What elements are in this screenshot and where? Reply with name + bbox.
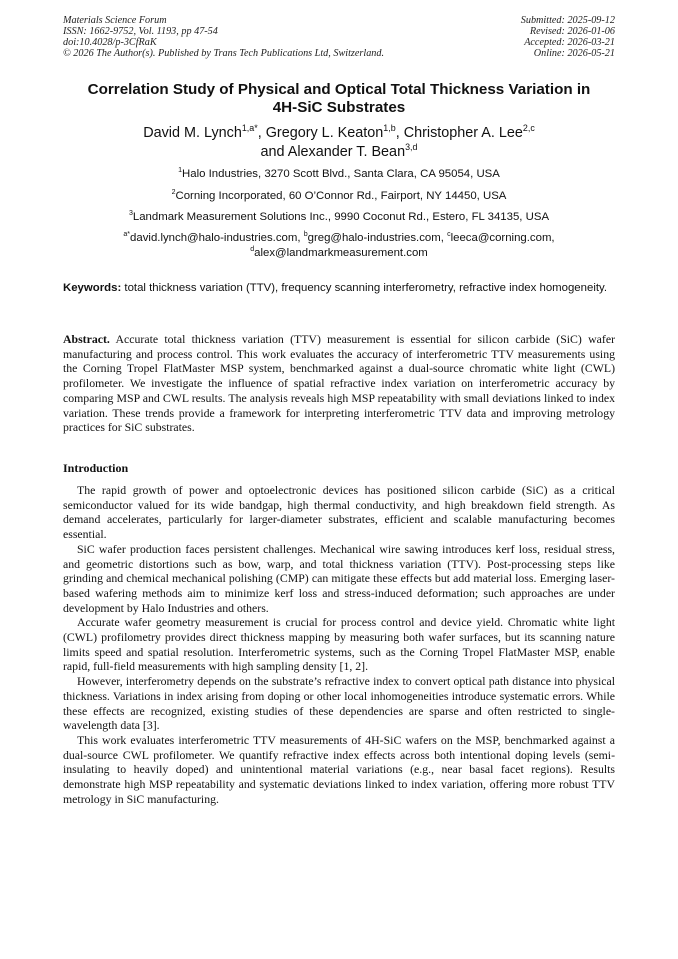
affiliation-superscript: 3 <box>128 210 133 218</box>
author-emails <box>63 231 615 261</box>
email-superscript: c <box>447 231 451 239</box>
paper-title <box>63 81 615 117</box>
paper-title-line: 4H-SiC Substrates <box>272 99 406 116</box>
email-link[interactable]: alex@landmarkmeasurement.com <box>254 247 428 259</box>
journal-name: Materials Science Forum <box>63 15 167 26</box>
author-separator: , <box>395 125 404 141</box>
journal-header-left <box>63 15 443 59</box>
author-line <box>63 124 615 143</box>
author-superscript: 2,c <box>522 123 535 134</box>
journal-header-right <box>435 15 615 59</box>
author-superscript: 3,d <box>405 142 418 153</box>
paragraph: This work evaluates interferometric TTV measurements of 4H-SiC wafers on the MSP, benchmarked against a dual-source CWL profilometer. We quantify refractive index effects across both intentional doping levels (semi-insulating to heavily doped) and unintentional material variations (e.g., near basal facet regions). Results demonstrate high MSP repeatability and systematic deviations linked to index variation, offering more robust TTV metrology in SiC manufacturing. <box>63 732 615 806</box>
email-link[interactable]: leeca@corning.com, <box>450 232 555 244</box>
affiliation-text: Corning Incorporated, 60 O’Connor Rd., Fairport, NY 14450, USA <box>175 190 507 202</box>
author-superscript: 1,a* <box>241 123 258 134</box>
affiliation-text: Landmark Measurement Solutions Inc., 9990 Coconut Rd., Estero, FL 34135, USA <box>132 211 550 223</box>
email-line <box>63 231 615 246</box>
date-submitted: Submitted: 2025-09-12 <box>520 15 615 26</box>
date-accepted: Accepted: 2026-03-21 <box>524 37 615 48</box>
email-link[interactable]: david.lynch@halo-industries.com, <box>130 232 304 244</box>
affiliation-superscript: 1 <box>178 167 183 175</box>
paragraph: Accurate wafer geometry measurement is crucial for process control and device yield. Chromatic white light (CWL) profilometry provides direct thickness mapping by measuring both wafer surfaces, but its scanning nature limits speed and spatial resolution. Interferometric systems, such as the Corning Tropel FlatMaster MSP, enable rapid, full-field measurements with high sampling density [1, 2]. <box>63 615 615 674</box>
journal-doi: doi:10.4028/p-3CfRaK <box>63 37 157 48</box>
date-revised: Revised: 2026-01-06 <box>529 26 615 37</box>
paragraph: The rapid growth of power and optoelectronic devices has positioned silicon carbide (SiC) as a critical semiconductor valued for its wide bandgap, high thermal conductivity, and high breakdown field strength. As demand accelerates, particularly for larger-diameter substrates, efficient and scalable manufacturing becomes essential. <box>63 483 615 542</box>
affiliation-superscript: 2 <box>171 189 176 197</box>
email-superscript: b <box>303 231 308 239</box>
paragraph: SiC wafer production faces persistent challenges. Mechanical wire sawing introduces kerf loss, residual stress, and geometric distortions such as bow, warp, and total thickness variation (TTV). Post-processing steps like grinding and chemical mechanical polishing (CMP) can mitigate these effects but add material loss. Emerging laser-based wafering methods aim to minimize kerf loss and stress-induced deformation; such approaches are under development by Halo Industries and others. <box>63 541 615 615</box>
affiliation-text: Halo Industries, 3270 Scott Blvd., Santa Clara, CA 95054, USA <box>182 168 500 180</box>
keywords-label: Keywords: <box>63 282 122 294</box>
email-superscript: a* <box>123 231 131 239</box>
email-superscript: d <box>250 246 255 254</box>
author-name: David M. Lynch <box>143 125 242 141</box>
author-name: Christopher A. Lee <box>403 125 523 141</box>
section-heading-introduction: Introduction <box>63 461 129 475</box>
keywords <box>63 281 615 296</box>
author-name: and Alexander T. Bean <box>260 144 406 160</box>
journal-copyright: © 2026 The Author(s). Published by Trans Tech Publications Ltd, Switzerland. <box>63 48 385 59</box>
paper-title-line: Correlation Study of Physical and Optical Total Thickness Variation in <box>87 81 591 98</box>
keywords-text: total thickness variation (TTV), frequency scanning interferometry, refractive index homogeneity. <box>121 282 608 294</box>
author-list <box>63 124 615 162</box>
author-superscript: 1,b <box>383 123 396 134</box>
affiliation-2 <box>63 189 615 203</box>
affiliation-1 <box>63 167 615 181</box>
author-separator: , <box>257 125 266 141</box>
abstract-text: Accurate total thickness variation (TTV) measurement is essential for silicon carbide (SiC) wafer manufacturing and process control. This work evaluates the accuracy of interferometric TTV measurements using the Corning Tropel FlatMaster MSP system, benchmarked against a dual-source chromatic white light (CWL) profilometer. We investigate the influence of spatial refractive index variation on interferometric accuracy by comparing MSP and CWL results. The analysis reveals high MSP repeatability with small deviations linked to index variation. These trends provide a framework for interpreting interferometric TTV data and improving metrology practices for SiC substrates. <box>63 332 615 435</box>
introduction-body <box>63 483 615 806</box>
date-online: Online: 2026-05-21 <box>533 48 615 59</box>
paragraph: However, interferometry depends on the substrate’s refractive index to convert optical path distance into physical thickness. Variations in index arising from doping or other local inhomogeneities introduce systematic errors. While these effects are recognized, existing studies of these dependencies are sparse and often restricted to single-wavelength data [3]. <box>63 674 615 733</box>
author-line <box>63 143 615 162</box>
journal-issn: ISSN: 1662-9752, Vol. 1193, pp 47-54 <box>63 26 218 37</box>
email-link[interactable]: greg@halo-industries.com, <box>307 232 448 244</box>
author-name: Gregory L. Keaton <box>265 125 384 141</box>
email-line <box>63 246 615 261</box>
abstract <box>63 332 615 435</box>
affiliation-3 <box>63 210 615 224</box>
abstract-label: Abstract. <box>63 332 110 346</box>
